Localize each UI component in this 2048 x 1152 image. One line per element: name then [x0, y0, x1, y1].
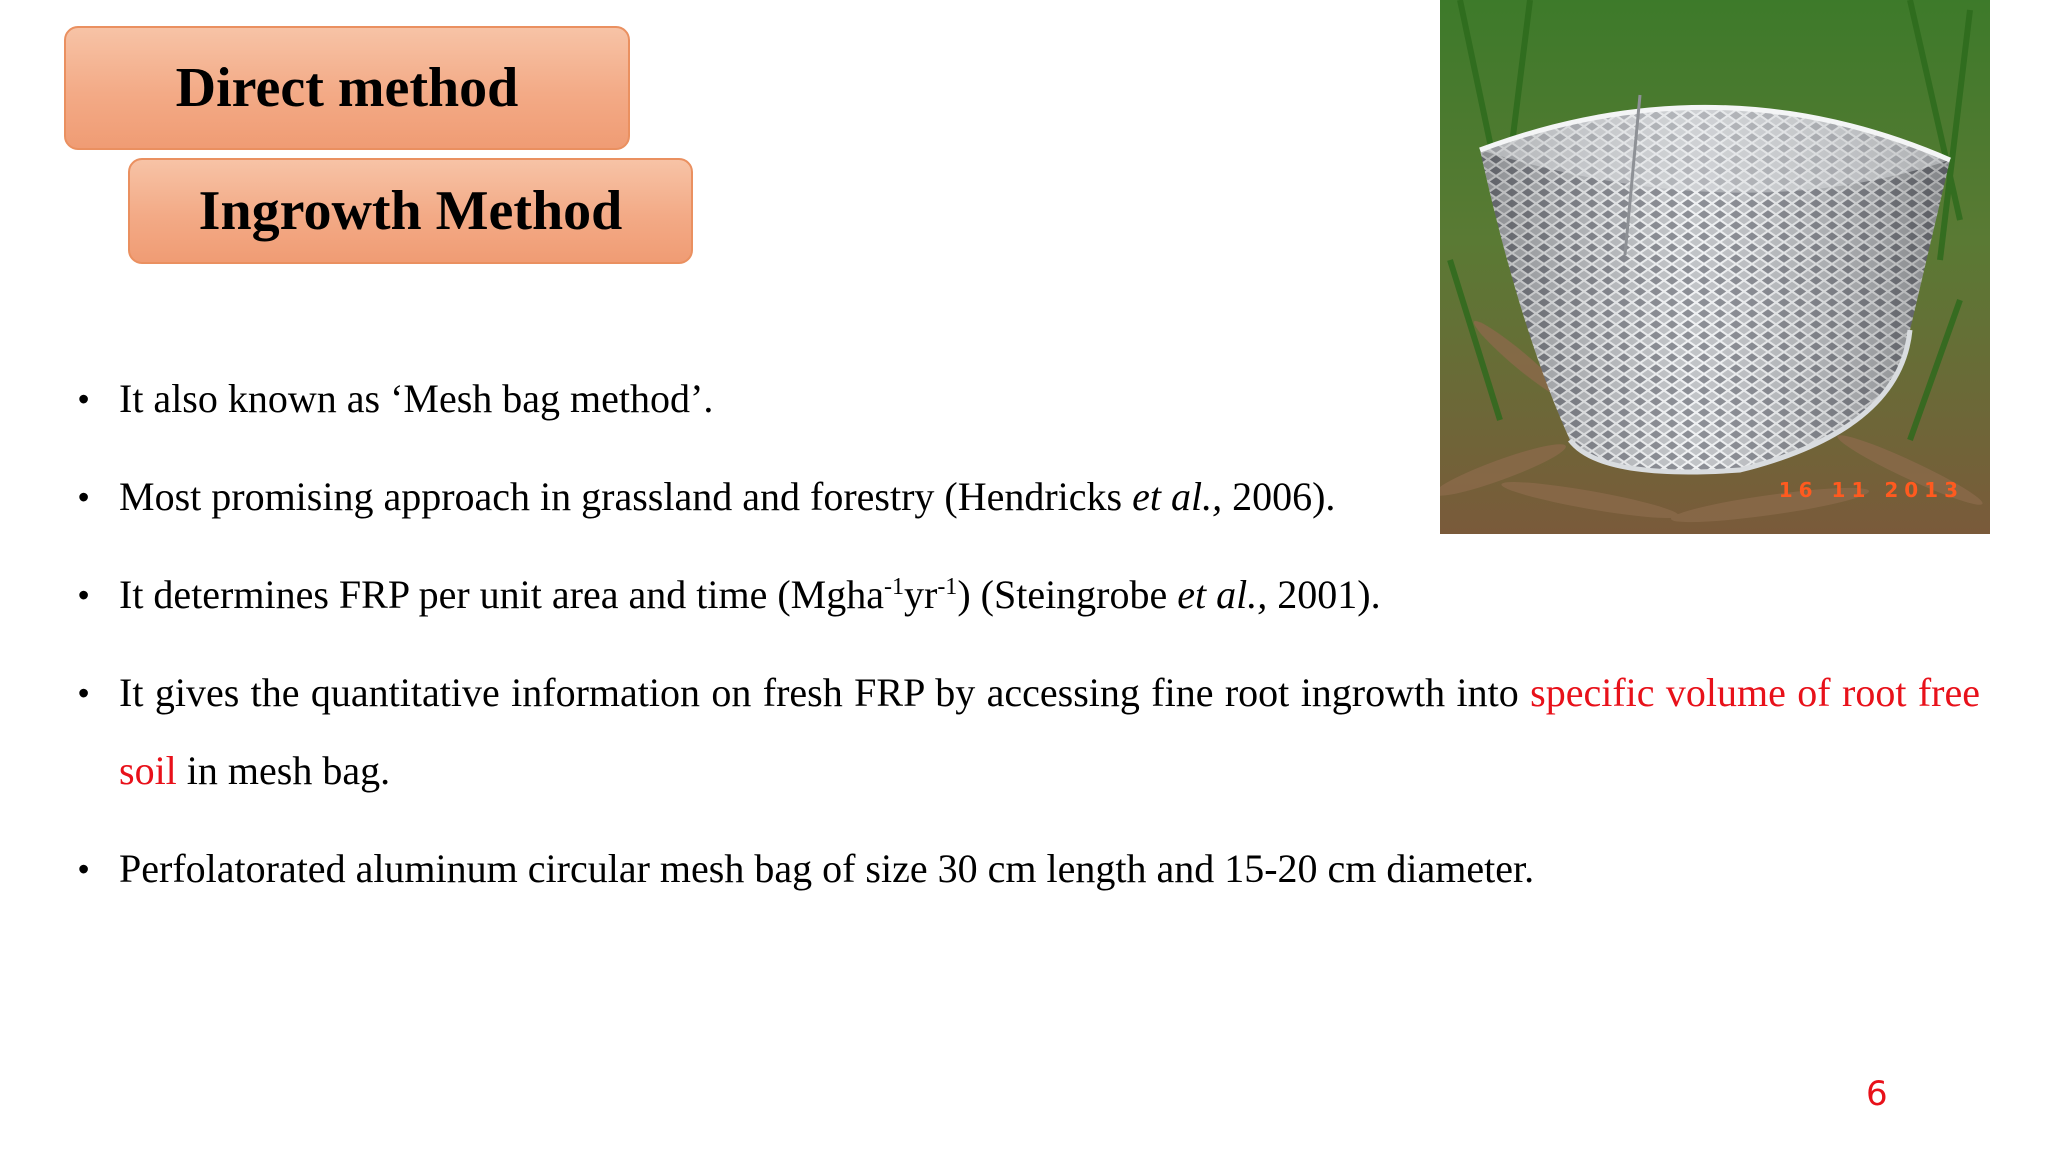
bullet-text: Most promising approach in grassland and forestry (Hendricks [119, 474, 1133, 519]
bullet-dot-icon: • [78, 577, 90, 613]
bullet-dot-icon: • [78, 381, 90, 417]
bullet-text: It gives the quantitative information on fresh FRP by accessing fine root ingrowth into [119, 670, 1531, 715]
bullet-text-end: in mesh bag. [176, 748, 391, 793]
bullet-text-end: 2006). [1222, 474, 1336, 519]
bullet-dot-icon: • [78, 479, 90, 515]
bullet-citation-italic: et al., [1177, 572, 1268, 617]
unit-superscript: -1 [883, 574, 904, 600]
bullet-list [78, 360, 1980, 928]
bullet-highlight: specific volume of root free soil [119, 670, 1980, 793]
title-direct-method [64, 26, 630, 150]
page-number: 6 [1866, 1074, 1888, 1114]
bullet-item [78, 360, 1980, 438]
bullet-text: It also known as ‘Mesh bag method’. [119, 376, 714, 421]
bullet-text: It determines FRP per unit area and time (Mgha [119, 572, 884, 617]
bullet-text: Perfolatorated aluminum circular mesh bag of size 30 cm length and 15-20 cm diameter. [119, 846, 1535, 891]
photo-date-stamp: 16 11 2013 [1778, 478, 1964, 502]
bullet-citation-italic: et al., [1132, 474, 1223, 519]
unit-superscript: -1 [937, 574, 958, 600]
title-ingrowth-method [128, 158, 693, 264]
bullet-dot-icon: • [78, 851, 90, 887]
title-direct-method-text: Direct method [175, 57, 519, 119]
bullet-item [78, 830, 1980, 908]
bullet-text-middle: ) (Steingrobe [957, 572, 1178, 617]
bullet-text-end: 2001). [1267, 572, 1381, 617]
bullet-item [78, 556, 1980, 634]
bullet-text-unit: yr [903, 572, 938, 617]
bullet-dot-icon: • [78, 675, 90, 711]
bullet-item [78, 458, 1980, 536]
title-ingrowth-method-text: Ingrowth Method [198, 180, 623, 242]
bullet-item [78, 654, 1980, 810]
